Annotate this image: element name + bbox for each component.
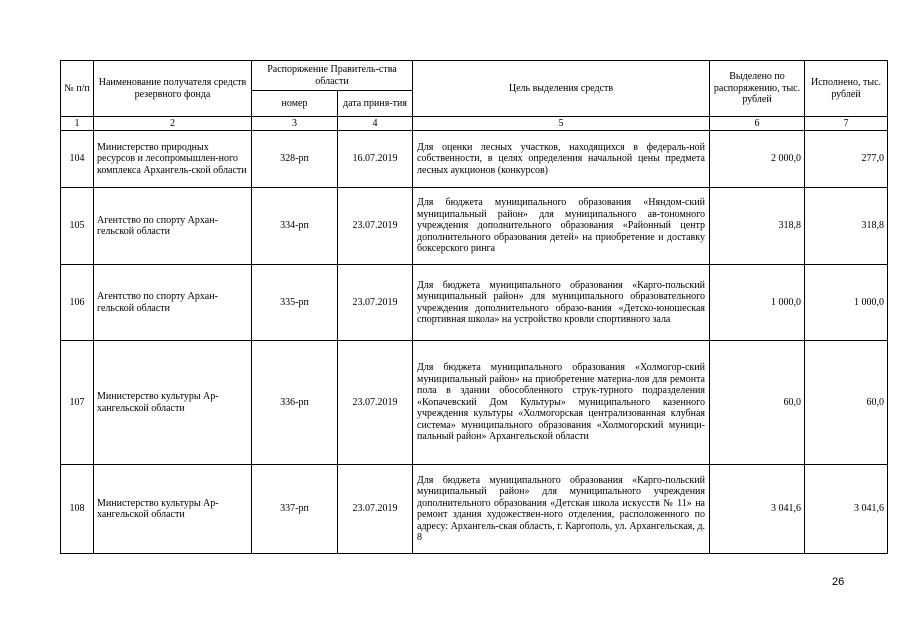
header-recipient: Наименование получателя средств резервного фонда — [94, 61, 252, 117]
header-allocated: Выделено по распоряжению, тыс. рублей — [710, 61, 805, 117]
order-date-cell: 23.07.2019 — [338, 341, 413, 465]
row-num: 106 — [61, 265, 94, 341]
executed-cell: 3 041,6 — [805, 465, 888, 554]
recipient-cell: Министерство культуры Ар-хангельской области — [94, 341, 252, 465]
table-row — [61, 188, 888, 265]
column-index: 1 — [61, 117, 94, 131]
order-number-cell: 335-рп — [252, 265, 338, 341]
order-number-cell: 334-рп — [252, 188, 338, 265]
column-index: 4 — [338, 117, 413, 131]
order-date-cell: 23.07.2019 — [338, 188, 413, 265]
allocated-cell: 2 000,0 — [710, 131, 805, 188]
recipient-cell: Агентство по спорту Архан-гельской области — [94, 265, 252, 341]
purpose-cell: Для бюджета муниципального образования «Холмогор-ский муниципальный район» на приобретение материа-лов для ремонта пола в здании обособленного струк-турного подразделения «Копачевский Дом Культуры» муниципального казенного учреждения культуры «Холмогорская централизованная клубная система» муниципального образования «Холмогорский муници-пальный район» Архангельской области — [413, 341, 710, 465]
order-number-cell: 336-рп — [252, 341, 338, 465]
purpose-cell: Для бюджета муниципального образования «Няндом-ский муниципальный район» для муниципального ав-тономного учреждения дополнительного образования «Районный центр дополнительного образования детей» на приобретение и доставку боксерского ринга — [413, 188, 710, 265]
executed-cell: 1 000,0 — [805, 265, 888, 341]
purpose-cell: Для бюджета муниципального образования «Карго-польский муниципальный район» для муниципального учреждения дополнительного образования «Детская школа искусств № 11» на ремонт здания художествен-ного отделения, расположенного по адресу: Архангель-ская область, г. Каргополь, ул. Архангельская, д. 8 — [413, 465, 710, 554]
reserve-fund-table — [60, 60, 888, 554]
row-num: 108 — [61, 465, 94, 554]
header-purpose: Цель выделения средств — [413, 61, 710, 117]
table-row — [61, 131, 888, 188]
allocated-cell: 318,8 — [710, 188, 805, 265]
executed-cell: 277,0 — [805, 131, 888, 188]
header-order-number: номер — [252, 91, 338, 117]
order-number-cell: 337-рп — [252, 465, 338, 554]
header-order-date: дата приня-тия — [338, 91, 413, 117]
purpose-cell: Для оценки лесных участков, находящихся в федераль-ной собственности, в целях определения начальной цены предмета лесных аукционов (конкурсов) — [413, 131, 710, 188]
column-index: 5 — [413, 117, 710, 131]
table-row — [61, 465, 888, 554]
table-row — [61, 265, 888, 341]
column-index: 3 — [252, 117, 338, 131]
order-date-cell: 23.07.2019 — [338, 265, 413, 341]
allocated-cell: 3 041,6 — [710, 465, 805, 554]
row-num: 107 — [61, 341, 94, 465]
executed-cell: 318,8 — [805, 188, 888, 265]
order-number-cell: 328-рп — [252, 131, 338, 188]
recipient-cell: Министерство природных ресурсов и лесопромышлен-ного комплекса Архангель-ской области — [94, 131, 252, 188]
table-row — [61, 341, 888, 465]
header-num: № п/п — [61, 61, 94, 117]
allocated-cell: 1 000,0 — [710, 265, 805, 341]
executed-cell: 60,0 — [805, 341, 888, 465]
row-num: 104 — [61, 131, 94, 188]
recipient-cell: Агентство по спорту Архан-гельской области — [94, 188, 252, 265]
header-executed: Исполнено, тыс. рублей — [805, 61, 888, 117]
allocated-cell: 60,0 — [710, 341, 805, 465]
page-number: 26 — [832, 576, 845, 588]
purpose-cell: Для бюджета муниципального образования «Карго-польский муниципальный район» для муниципального образовательного учреждения дополнительного образо-вания «Детско-юношеская спортивная школа» на устройство кровли спортивного зала — [413, 265, 710, 341]
recipient-cell: Министерство культуры Ар-хангельской области — [94, 465, 252, 554]
column-index: 6 — [710, 117, 805, 131]
column-index: 7 — [805, 117, 888, 131]
order-date-cell: 16.07.2019 — [338, 131, 413, 188]
header-order-group: Распоряжение Правитель-ства области — [252, 61, 413, 91]
order-date-cell: 23.07.2019 — [338, 465, 413, 554]
row-num: 105 — [61, 188, 94, 265]
column-index: 2 — [94, 117, 252, 131]
